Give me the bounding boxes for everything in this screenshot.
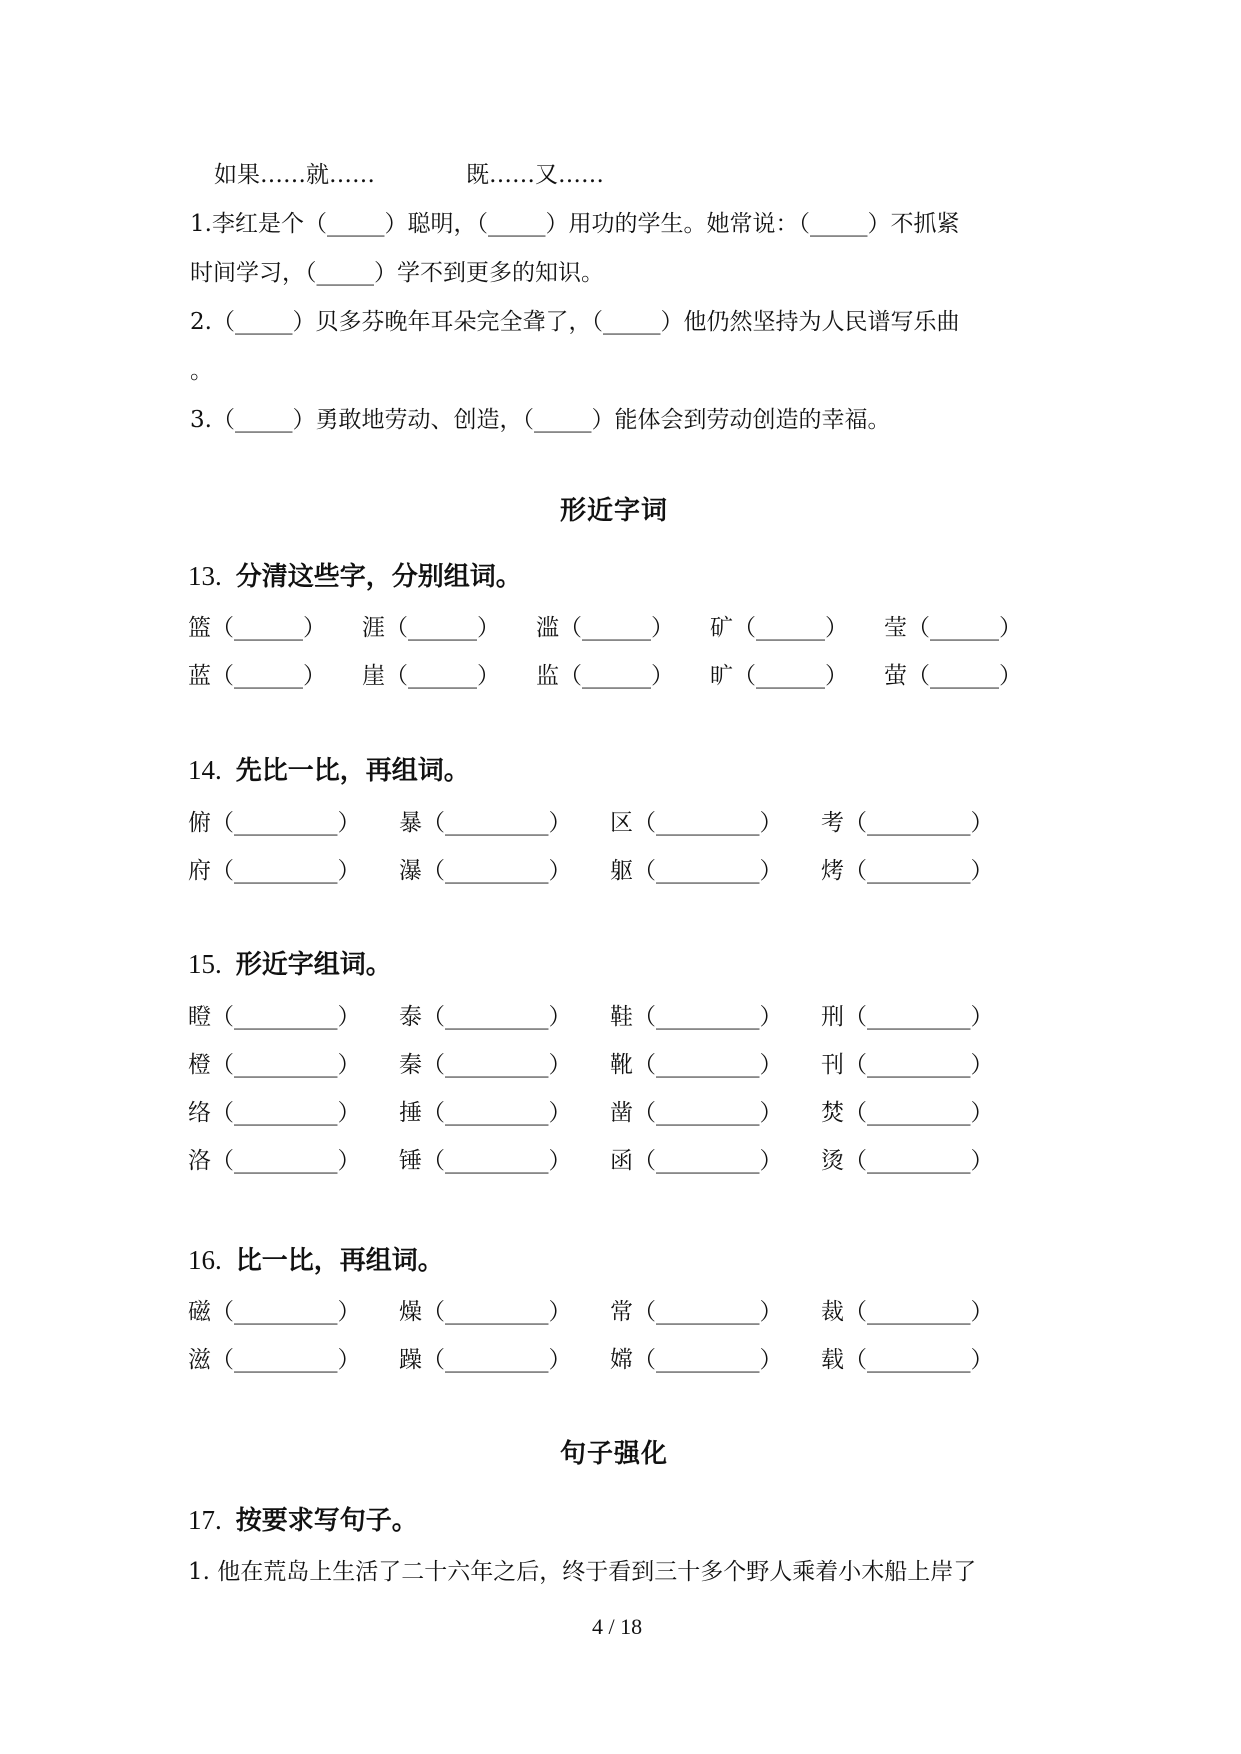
q13-item: 矿（______） — [710, 615, 848, 641]
q14-item: 区（_________） — [610, 810, 783, 836]
q13-item: 监（______） — [536, 663, 674, 689]
q13-item: 萤（______） — [884, 663, 1022, 689]
q15-item: 锤（_________） — [399, 1148, 572, 1174]
q14-heading — [188, 750, 470, 787]
q15-item: 泰（_________） — [399, 1004, 572, 1030]
q16-item: 躁（_________） — [399, 1347, 572, 1373]
q16-text: 比一比，再组词。 — [235, 1246, 444, 1276]
q16-item: 常（_________） — [610, 1299, 783, 1325]
q14-text: 先比一比，再组词。 — [235, 756, 470, 786]
q15-item: 洛（_________） — [188, 1148, 361, 1174]
q14-item: 府（_________） — [188, 858, 361, 884]
q13-item: 涯（______） — [362, 615, 500, 641]
q15-text: 形近字组词。 — [235, 950, 392, 980]
q15-item: 秦（_________） — [399, 1052, 572, 1078]
q14-item: 暴（_________） — [399, 810, 572, 836]
q17-text: 按要求写句子。 — [235, 1506, 418, 1536]
q13-number: 13. — [188, 561, 222, 591]
q16-item: 磁（_________） — [188, 1299, 361, 1325]
q13-text: 分清这些字，分别组词。 — [235, 562, 522, 592]
q15-item: 刑（_________） — [821, 1004, 994, 1030]
q15-number: 15. — [188, 949, 222, 979]
q16-item: 裁（_________） — [821, 1299, 994, 1325]
section-title-sentences: 句子强化 — [560, 1439, 669, 1469]
q15-item: 函（_________） — [610, 1148, 783, 1174]
connective-1: 如果……就…… — [214, 162, 375, 188]
q16-item: 载（_________） — [821, 1347, 994, 1373]
q14-item: 考（_________） — [821, 810, 994, 836]
q15-item: 橙（_________） — [188, 1052, 361, 1078]
q14-item: 躯（_________） — [610, 858, 783, 884]
q15-item: 捶（_________） — [399, 1100, 572, 1126]
q13-item: 旷（______） — [710, 663, 848, 689]
q16-item: 滋（_________） — [188, 1347, 361, 1373]
q12-line-2: 时间学习，（_____）学不到更多的知识。 — [190, 260, 604, 286]
q13-item: 篮（______） — [188, 615, 326, 641]
q16-item: 燥（_________） — [399, 1299, 572, 1325]
q15-item: 凿（_________） — [610, 1100, 783, 1126]
q14-item: 俯（_________） — [188, 810, 361, 836]
q15-item: 烫（_________） — [821, 1148, 994, 1174]
q17-line-1: 1. 他在荒岛上生活了二十六年之后，终于看到三十多个野人乘着小木船上岸了 — [188, 1559, 977, 1585]
q12-line-4: 。 — [190, 358, 213, 384]
q15-item: 焚（_________） — [821, 1100, 994, 1126]
connective-2: 既……又…… — [466, 162, 604, 188]
q15-item: 瞪（_________） — [188, 1004, 361, 1030]
q12-line-3: 2.（_____）贝多芬晚年耳朵完全聋了，（_____）他仍然坚持为人民谱写乐曲 — [190, 309, 960, 335]
q16-number: 16. — [188, 1245, 222, 1275]
q15-item: 靴（_________） — [610, 1052, 783, 1078]
q12-line-5: 3.（_____）勇敢地劳动、创造，（_____）能体会到劳动创造的幸福。 — [190, 407, 891, 433]
q15-item: 络（_________） — [188, 1100, 361, 1126]
q13-item: 滥（______） — [536, 615, 674, 641]
q13-item: 崖（______） — [362, 663, 500, 689]
q16-item: 嫦（_________） — [610, 1347, 783, 1373]
q12-line-1: 1.李红是个（_____）聪明，（_____）用功的学生。她常说：（_____）不抓紧 — [190, 211, 960, 237]
q13-heading — [188, 556, 522, 593]
q15-item: 刊（_________） — [821, 1052, 994, 1078]
q14-item: 烤（_________） — [821, 858, 994, 884]
q13-item: 蓝（______） — [188, 663, 326, 689]
page-number: 4 / 18 — [592, 1614, 643, 1639]
q17-number: 17. — [188, 1505, 222, 1535]
q15-item: 鞋（_________） — [610, 1004, 783, 1030]
q15-heading — [188, 944, 392, 981]
q13-item: 莹（______） — [884, 615, 1022, 641]
q14-number: 14. — [188, 755, 222, 785]
section-title-similar-chars: 形近字词 — [560, 496, 669, 526]
q17-heading — [188, 1500, 418, 1537]
q16-heading — [188, 1240, 444, 1277]
q14-item: 瀑（_________） — [399, 858, 572, 884]
